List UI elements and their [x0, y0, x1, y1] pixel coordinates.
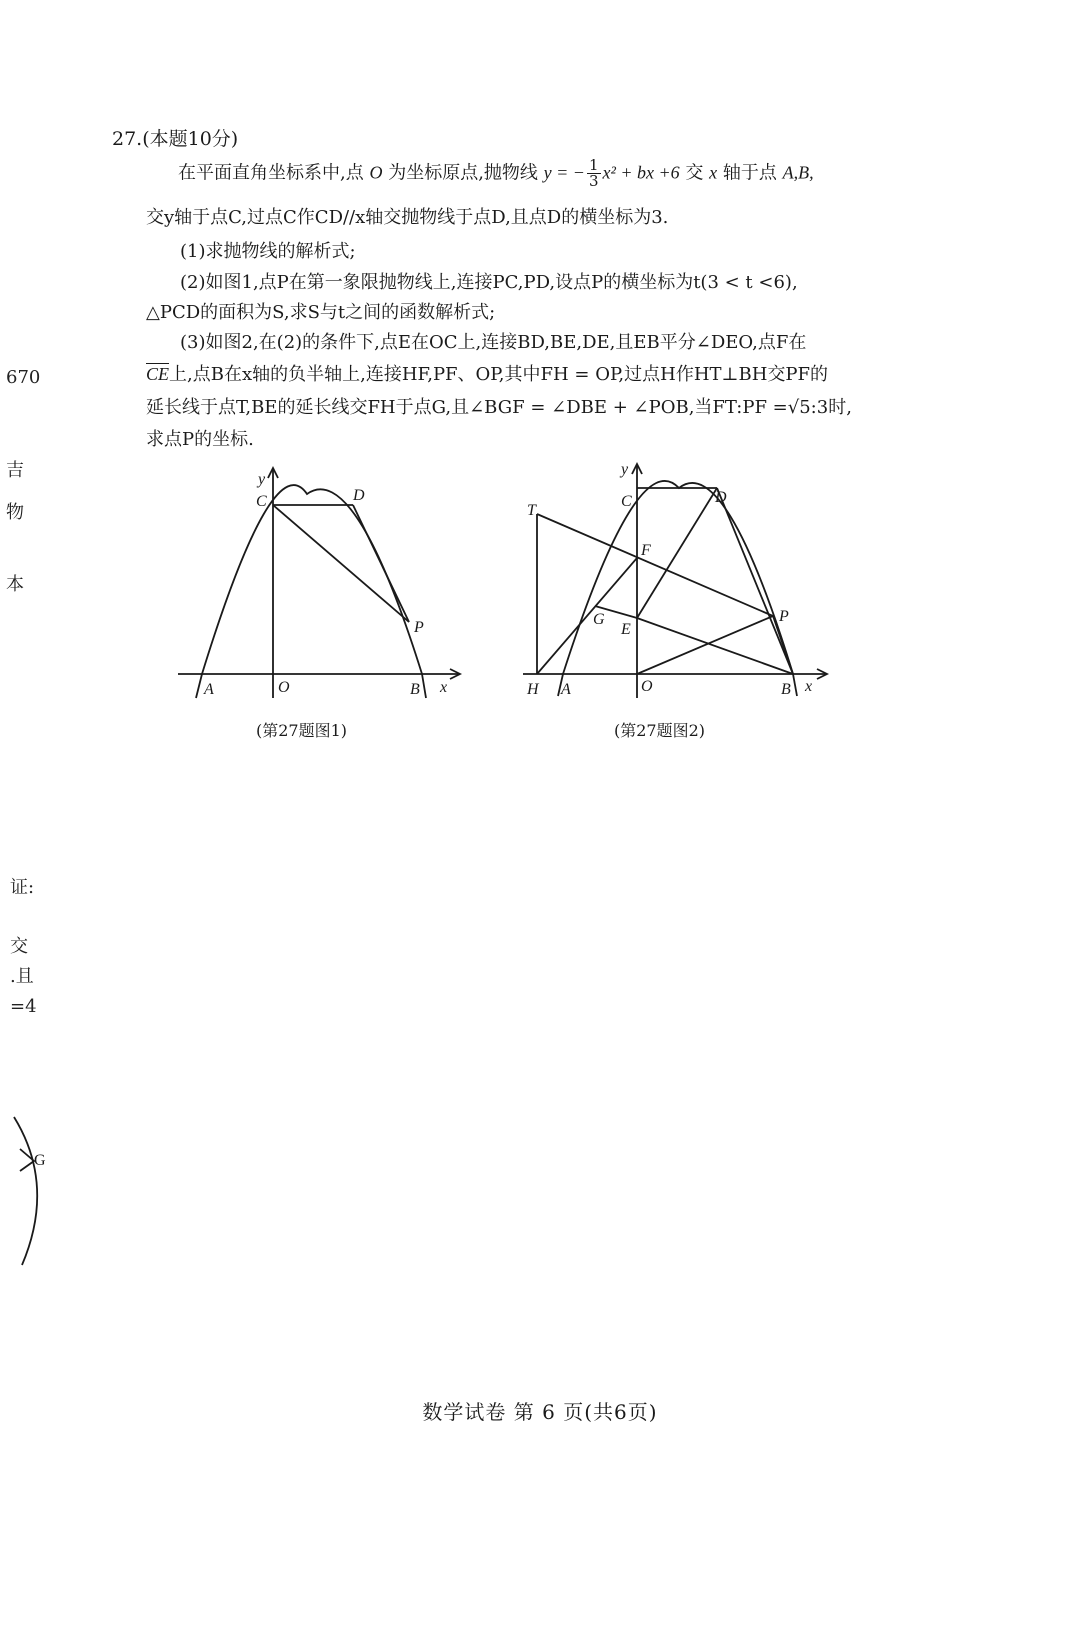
- page-footer: 数学试卷 第 6 页(共6页): [422, 1400, 658, 1424]
- fig2-label-A: A: [561, 681, 571, 698]
- margin-fragment: .且: [10, 966, 34, 987]
- figure-1-caption: (第27题图1): [256, 721, 348, 740]
- fig2-label-x: x: [805, 678, 813, 695]
- question-part-3-line-3: 延长线于点T,BE的延长线交FH于点G,且∠BGF = ∠DBE + ∠POB,当FT:PF =√5:3时,: [146, 397, 852, 418]
- fig2-segment-bd: [717, 488, 793, 674]
- fig2-label-O: O: [641, 678, 653, 695]
- question-part-2-line-2: △PCD的面积为S,求S与t之间的函数解析式;: [146, 302, 496, 323]
- margin-fragment-curve: [8, 1115, 58, 1275]
- question-number: 27.: [112, 128, 143, 150]
- margin-fragment: =4: [10, 996, 37, 1017]
- fraction-one-third: $\frac{1}{3}$: [588, 156, 599, 190]
- fig2-label-B: B: [781, 681, 791, 698]
- margin-fragment: 交: [10, 936, 28, 957]
- fig2-label-F: F: [641, 542, 651, 559]
- fig2-label-E: E: [621, 621, 631, 638]
- fig1-label-B: B: [410, 681, 420, 698]
- margin-fragment: 物: [6, 502, 24, 523]
- fig2-parabola: [563, 481, 793, 674]
- fig2-segment-be: [637, 618, 793, 674]
- fig2-label-y: y: [621, 461, 629, 478]
- fig1-label-A: A: [204, 681, 214, 698]
- fig1-parabola-extend-right: [422, 674, 426, 698]
- question-part-3-line-1: (3)如图2,在(2)的条件下,点E在OC上,连接BD,BE,DE,且EB平分∠DEO,点F在: [180, 332, 807, 353]
- question-part-3-line-2: $\overline{CE}$上,点B在x轴的负半轴上,连接HF,PF、OP,其中FH = OP,过点H作HT⊥BH交PF的: [146, 364, 828, 385]
- question-points: (本题10分): [142, 128, 239, 150]
- margin-fragment-G: G: [34, 1152, 46, 1169]
- question-part-3-line-4: 求点P的坐标.: [146, 429, 254, 450]
- fig1-segment-dp: [353, 505, 409, 622]
- fig1-label-x: x: [440, 679, 448, 696]
- fig1-label-C: C: [256, 493, 267, 510]
- margin-fragment: 670: [6, 367, 41, 388]
- fig2-label-H: H: [527, 681, 539, 698]
- margin-fragment: 吉: [6, 460, 24, 481]
- fig2-segment-hf: [537, 558, 637, 674]
- question-header: [112, 124, 238, 151]
- fig1-label-y: y: [258, 471, 266, 488]
- figure-2-diagram: [515, 458, 835, 708]
- question-stem-line-2: 交y轴于点C,过点C作CD//x轴交抛物线于点D,且点D的横坐标为3.: [146, 207, 669, 228]
- question-stem-line-1: 在平面直角坐标系中,点 O 为坐标原点,抛物线 y = − $\frac{1}{3}$ x² + bx +6 交 x 轴于点 A,B,: [178, 156, 814, 190]
- margin-fragment: 本: [6, 574, 24, 595]
- fig1-segment-cp: [273, 505, 409, 622]
- fig2-label-P: P: [779, 608, 789, 625]
- arc-ce: $\overline{CE}$: [146, 364, 170, 384]
- fig1-label-P: P: [414, 619, 424, 636]
- fig1-label-D: D: [353, 487, 365, 504]
- fig2-label-D: D: [715, 489, 727, 506]
- figure-2-caption: (第27题图2): [614, 721, 706, 740]
- fig2-parabola-extend-right: [793, 674, 797, 696]
- fig2-label-G: G: [593, 611, 605, 628]
- margin-fragment: 证:: [10, 877, 35, 898]
- fig1-label-O: O: [278, 679, 290, 696]
- figure-1-diagram: [170, 462, 470, 707]
- question-part-1: (1)求抛物线的解析式;: [180, 241, 356, 262]
- fig2-label-T: T: [527, 502, 536, 519]
- fig2-label-C: C: [621, 493, 632, 510]
- question-part-2-line-1: (2)如图1,点P在第一象限抛物线上,连接PC,PD,设点P的横坐标为t(3 < t <6),: [180, 272, 798, 293]
- fig1-parabola-extend-left: [196, 674, 202, 698]
